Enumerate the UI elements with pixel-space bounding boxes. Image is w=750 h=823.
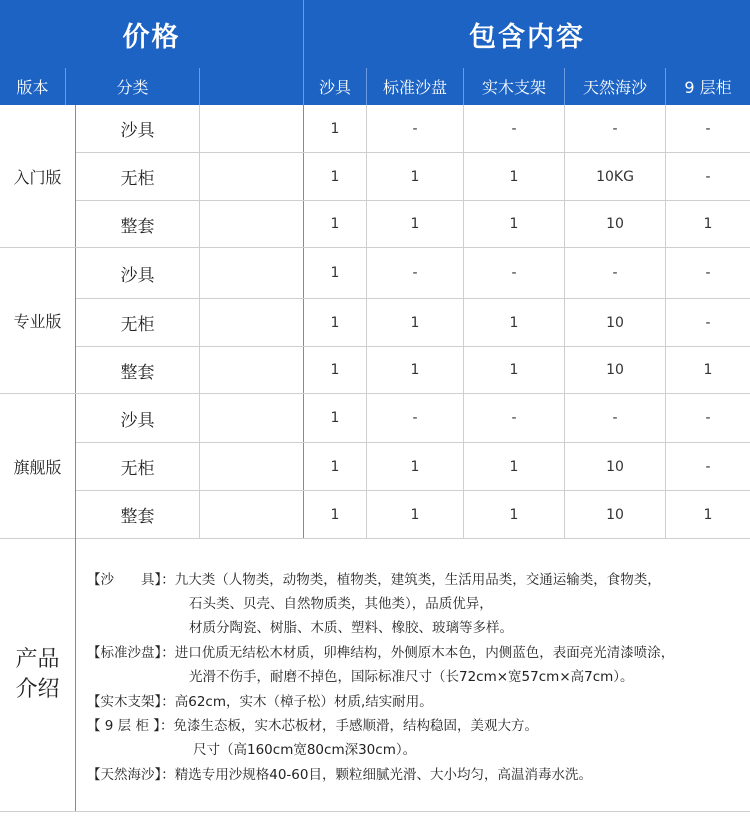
intro-line-sand-toys-material: 材质分陶瓷、树脂、木质、塑料、橡胶、玻璃等多样。 <box>189 620 513 636</box>
cell-stand: 1 <box>509 506 519 523</box>
cell-sand-toys: 1 <box>330 216 340 232</box>
cell-sandbox: - <box>412 265 418 281</box>
row-category: 无柜 <box>120 169 155 189</box>
cell-sea-sand: - <box>612 120 618 137</box>
intro-line-sand-toys-cont: 石头类、贝壳、自然物质类，其他类），品质优异， <box>189 596 493 612</box>
intro-line-sea-sand: 【天然海沙】：精选专用沙规格40-60目，颗粒细腻光滑、大小均匀，高温消毒水洗。 <box>87 767 592 783</box>
column-item-sea-sand: 天然海沙 <box>582 78 647 97</box>
cell-sandbox: 1 <box>410 168 420 185</box>
intro-title-line1: 产品 <box>15 647 60 672</box>
cell-cabinet: - <box>705 120 711 137</box>
cell-sandbox: - <box>412 410 418 426</box>
row-category: 沙具 <box>120 265 155 286</box>
grid-vline <box>199 105 200 538</box>
intro-line-sand-toys: 【沙 具】：九大类（人物类，动物类，植物类，建筑类，生活用品类，交通运输类，食物类， <box>87 572 661 588</box>
cell-cabinet: 1 <box>703 362 713 378</box>
cell-sand-toys: 1 <box>330 314 340 331</box>
column-edition: 版本 <box>16 78 49 97</box>
cell-cabinet: 1 <box>703 216 713 232</box>
column-divider <box>199 68 200 105</box>
cell-stand: 1 <box>509 458 519 475</box>
row-category: 沙具 <box>120 121 155 141</box>
cell-stand: - <box>511 410 517 426</box>
intro-bottom-border <box>0 811 750 812</box>
cell-sea-sand: 10 <box>606 362 624 378</box>
row-category: 无柜 <box>120 315 155 335</box>
cell-sea-sand: - <box>612 265 618 281</box>
intro-line-stand: 【实木支架】：高62cm，实木（樟子松）材质,结实耐用。 <box>87 694 433 710</box>
intro-line-cabinet-size: 尺寸（高160cm宽80cm深30cm）。 <box>193 742 417 758</box>
cell-sand-toys: 1 <box>330 506 340 523</box>
row-category: 整套 <box>120 362 155 383</box>
intro-divider <box>75 538 76 812</box>
cell-sea-sand: 10KG <box>596 168 634 185</box>
cell-sand-toys: 1 <box>330 265 340 281</box>
cell-sea-sand: 10 <box>606 216 624 232</box>
cell-sand-toys: 1 <box>330 120 340 137</box>
column-item-sandbox: 标准沙盘 <box>382 78 447 97</box>
cell-stand: - <box>511 265 517 281</box>
cell-cabinet: 1 <box>703 506 713 523</box>
cell-sandbox: 1 <box>410 314 420 331</box>
cell-cabinet: - <box>705 410 711 426</box>
cell-cabinet: - <box>705 314 711 331</box>
column-item-cabinet: 9 层柜 <box>684 78 732 97</box>
intro-title <box>0 538 75 812</box>
intro-title-line2: 介绍 <box>15 677 60 702</box>
row-category: 整套 <box>120 507 155 527</box>
row-category: 沙具 <box>120 410 155 431</box>
column-category: 分类 <box>116 78 149 97</box>
cell-sea-sand: 10 <box>606 314 624 331</box>
cell-sand-toys: 1 <box>330 458 340 475</box>
cell-stand: 1 <box>509 216 519 232</box>
header-column-row <box>0 68 750 105</box>
cell-cabinet: - <box>705 168 711 185</box>
cell-stand: 1 <box>509 362 519 378</box>
cell-sea-sand: 10 <box>606 458 624 475</box>
edition-flagship: 旗舰版 <box>13 457 62 477</box>
row-category: 整套 <box>120 216 155 237</box>
cell-sea-sand: - <box>612 410 618 426</box>
cell-sandbox: 1 <box>410 216 420 232</box>
cell-cabinet: - <box>705 458 711 475</box>
intro-line-cabinet: 【 9 层 柜 】：免漆生态板，实木芯板材，手感顺滑，结构稳固，美观大方。 <box>87 718 539 734</box>
cell-sandbox: 1 <box>410 362 420 378</box>
cell-stand: 1 <box>509 168 519 185</box>
header-top-row <box>0 0 750 68</box>
cell-sand-toys: 1 <box>330 168 340 185</box>
edition-pro: 专业版 <box>13 312 62 331</box>
header-price: 价格 <box>122 21 181 53</box>
cell-stand: 1 <box>509 314 519 331</box>
column-item-stand: 实木支架 <box>481 78 546 97</box>
cell-sand-toys: 1 <box>330 362 340 378</box>
cell-sandbox: - <box>412 120 418 137</box>
product-intro <box>0 538 750 812</box>
cell-stand: - <box>511 120 517 137</box>
intro-line-sandbox: 【标准沙盘】：进口优质无结松木材质，卯榫结构，外侧原木本色，内侧蓝色，表面亮光清漆喷涂， <box>87 645 675 661</box>
price-table <box>0 105 750 538</box>
header-contents: 包含内容 <box>469 21 585 53</box>
cell-cabinet: - <box>705 265 711 281</box>
intro-line-sandbox-cont: 光滑不伤手，耐磨不掉色，国际标准尺寸（长72cm×宽57cm×高7cm）。 <box>189 669 634 685</box>
cell-sea-sand: 10 <box>606 506 624 523</box>
edition-entry: 入门版 <box>13 167 62 187</box>
row-category: 无柜 <box>120 459 155 479</box>
column-item-sand-toys: 沙具 <box>318 78 351 97</box>
cell-sandbox: 1 <box>410 506 420 523</box>
cell-sandbox: 1 <box>410 458 420 475</box>
cell-sand-toys: 1 <box>330 410 340 426</box>
